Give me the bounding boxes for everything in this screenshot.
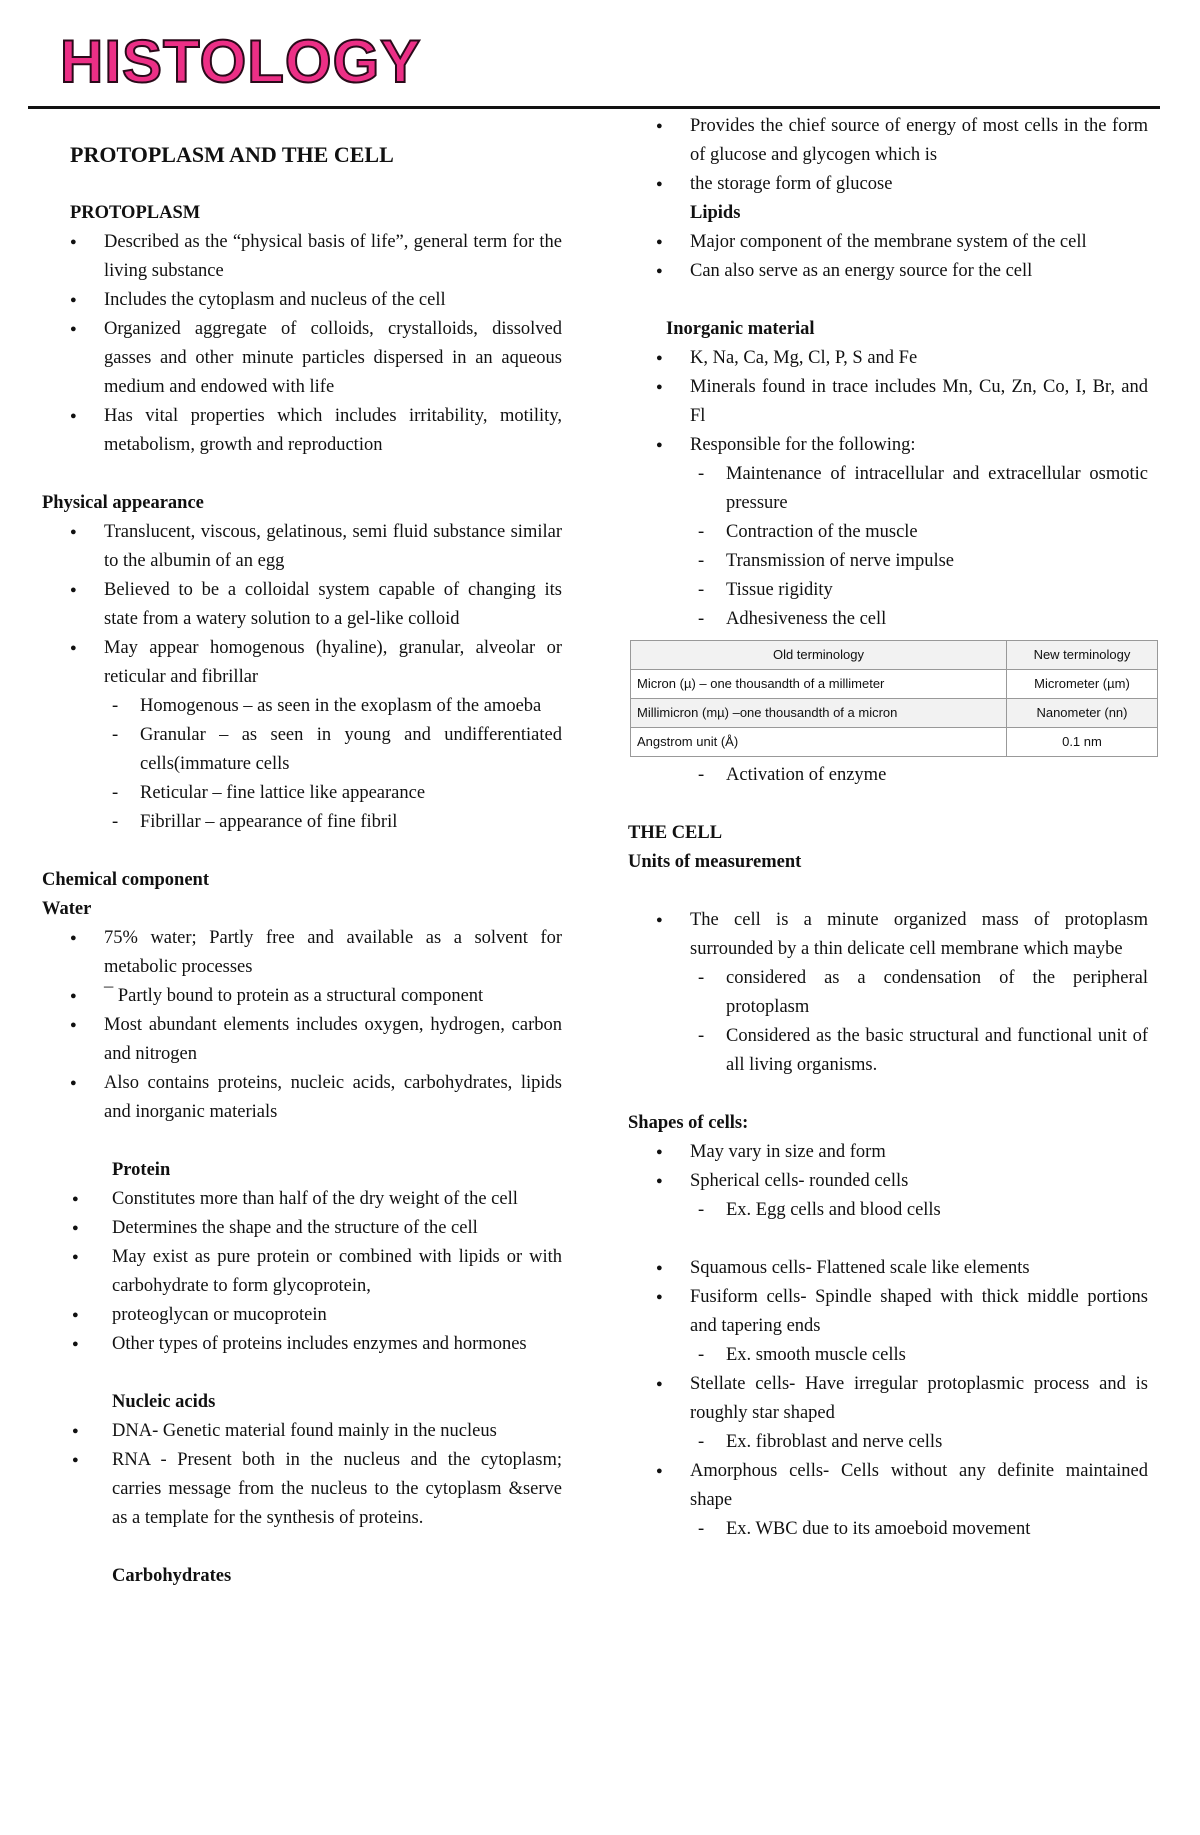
right-column — [628, 112, 1148, 1544]
water-list — [42, 924, 562, 1127]
list-item: ● Translucent, viscous, gelatinous, semi fluid substance similar to the albumin of an egg — [42, 518, 562, 576]
list-item: ● May exist as pure protein or combined with lipids or with carbohydrate to form glycoprotein, — [42, 1243, 562, 1301]
sub-list-item: - Ex. smooth muscle cells — [628, 1341, 1148, 1370]
list-item: ● Believed to be a colloidal system capable of changing its state from a watery solution to a gel-like colloid — [42, 576, 562, 634]
list-item: ● Most abundant elements includes oxygen, hydrogen, carbon and nitrogen — [42, 1011, 562, 1069]
table-row — [631, 699, 1158, 728]
list-item: ● Described as the “physical basis of life”, general term for the living substance — [42, 228, 562, 286]
amorphous-sublist — [628, 1515, 1148, 1544]
list-item: ● Stellate cells- Have irregular protoplasmic process and is roughly star shaped — [628, 1370, 1148, 1428]
list-item: ● ¯ Partly bound to protein as a structural component — [42, 982, 562, 1011]
terminology-table — [630, 640, 1158, 757]
the-cell-heading: THE CELL — [628, 823, 723, 843]
table-header-row — [631, 641, 1158, 670]
list-item: ● Organized aggregate of colloids, crystalloids, dissolved gasses and other minute particles dispersed in an aqueous medium and endowed with life — [42, 315, 562, 402]
table-cell: Micrometer (µm) — [1006, 670, 1157, 699]
header-divider — [28, 106, 1160, 109]
table-cell: Nanometer (nn) — [1006, 699, 1157, 728]
list-item: ● Major component of the membrane system of the cell — [628, 228, 1148, 257]
table-cell: Millimicron (mµ) –one thousandth of a micron — [631, 699, 1007, 728]
lipids-heading: Lipids — [690, 203, 741, 223]
sub-list-item: - Fibrillar – appearance of fine fibril — [42, 808, 562, 837]
list-item: ● Can also serve as an energy source for the cell — [628, 257, 1148, 286]
brand-logo-text: HISTOLOGY — [60, 28, 422, 95]
sub-list-item: - Homogenous – as seen in the exoplasm of the amoeba — [42, 692, 562, 721]
stellate-sublist — [628, 1428, 1148, 1457]
shapes-heading: Shapes of cells: — [628, 1113, 749, 1133]
left-column — [42, 112, 562, 1591]
sub-list-item: - Ex. WBC due to its amoeboid movement — [628, 1515, 1148, 1544]
units-heading: Units of measurement — [628, 852, 802, 872]
spherical-sublist — [628, 1196, 1148, 1225]
enzyme-sublist — [628, 761, 1148, 790]
protein-heading: Protein — [112, 1160, 171, 1180]
table-cell: Micron (µ) – one thousandth of a millimeter — [631, 670, 1007, 699]
cell-list — [628, 906, 1148, 964]
protein-list — [42, 1185, 562, 1359]
list-item: ● Amorphous cells- Cells without any definite maintained shape — [628, 1457, 1148, 1515]
list-item: ● Also contains proteins, nucleic acids, carbohydrates, lipids and inorganic materials — [42, 1069, 562, 1127]
list-item: ● Includes the cytoplasm and nucleus of the cell — [42, 286, 562, 315]
list-item: ● Responsible for the following: — [628, 431, 1148, 460]
protoplasm-list — [42, 228, 562, 460]
sub-list-item: - Maintenance of intracellular and extracellular osmotic pressure — [628, 460, 1148, 518]
list-item: ● Other types of proteins includes enzymes and hormones — [42, 1330, 562, 1359]
carbohydrates-heading: Carbohydrates — [112, 1566, 232, 1586]
table-cell: 0.1 nm — [1006, 728, 1157, 757]
fusiform-sublist — [628, 1341, 1148, 1370]
list-item: ● Has vital properties which includes irritability, motility, metabolism, growth and reproduction — [42, 402, 562, 460]
physical-sublist — [42, 692, 562, 837]
chemical-component-heading: Chemical component — [42, 870, 209, 890]
physical-list — [42, 518, 562, 692]
shapes-list — [628, 1138, 1148, 1196]
list-item: ● RNA - Present both in the nucleus and the cytoplasm; carries message from the nucleus to the cytoplasm &serve as a template for the synthesis of proteins. — [42, 1446, 562, 1533]
cell-sublist — [628, 964, 1148, 1080]
list-item: ● May vary in size and form — [628, 1138, 1148, 1167]
list-item: ● Minerals found in trace includes Mn, Cu, Zn, Co, I, Br, and Fl — [628, 373, 1148, 431]
sub-list-item: - Activation of enzyme — [628, 761, 1148, 790]
carbohydrates-list — [628, 112, 1148, 199]
nucleic-acids-heading: Nucleic acids — [112, 1392, 216, 1412]
sub-list-item: - Tissue rigidity — [628, 576, 1148, 605]
physical-appearance-heading: Physical appearance — [42, 493, 204, 513]
inorganic-sublist — [628, 460, 1148, 634]
list-item: ● Fusiform cells- Spindle shaped with thick middle portions and tapering ends — [628, 1283, 1148, 1341]
list-item: ● the storage form of glucose — [628, 170, 1148, 199]
sub-list-item: - Considered as the basic structural and functional unit of all living organisms. — [628, 1022, 1148, 1080]
sub-list-item: - Granular – as seen in young and undifferentiated cells(immature cells — [42, 721, 562, 779]
sub-list-item: - Adhesiveness the cell — [628, 605, 1148, 634]
inorganic-heading: Inorganic material — [666, 319, 815, 339]
list-item: ● DNA- Genetic material found mainly in the nucleus — [42, 1417, 562, 1446]
amorphous-list — [628, 1457, 1148, 1515]
nucleic-list — [42, 1417, 562, 1533]
main-title: PROTOPLASM AND THE CELL — [70, 142, 394, 167]
list-item: ● Determines the shape and the structure of the cell — [42, 1214, 562, 1243]
list-item: ● Provides the chief source of energy of most cells in the form of glucose and glycogen which is — [628, 112, 1148, 170]
inorganic-list — [628, 344, 1148, 460]
sub-list-item: - Ex. fibroblast and nerve cells — [628, 1428, 1148, 1457]
list-item: ● The cell is a minute organized mass of protoplasm surrounded by a thin delicate cell membrane which maybe — [628, 906, 1148, 964]
stellate-list — [628, 1370, 1148, 1428]
table-row — [631, 670, 1158, 699]
list-item: ● 75% water; Partly free and available as a solvent for metabolic processes — [42, 924, 562, 982]
sub-list-item: - considered as a condensation of the peripheral protoplasm — [628, 964, 1148, 1022]
lipids-list — [628, 228, 1148, 286]
list-item: ● Constitutes more than half of the dry weight of the cell — [42, 1185, 562, 1214]
protoplasm-heading: PROTOPLASM — [70, 203, 201, 223]
list-item: ● May appear homogenous (hyaline), granular, alveolar or reticular and fibrillar — [42, 634, 562, 692]
table-cell: Angstrom unit (Å) — [631, 728, 1007, 757]
list-item: ● Squamous cells- Flattened scale like elements — [628, 1254, 1148, 1283]
sub-list-item: - Contraction of the muscle — [628, 518, 1148, 547]
list-item: ● proteoglycan or mucoprotein — [42, 1301, 562, 1330]
table-row — [631, 728, 1158, 757]
shapes-list-2 — [628, 1254, 1148, 1341]
sub-list-item: - Reticular – fine lattice like appearance — [42, 779, 562, 808]
table-header: Old terminology — [631, 641, 1007, 670]
water-heading: Water — [42, 899, 92, 919]
sub-list-item: - Ex. Egg cells and blood cells — [628, 1196, 1148, 1225]
list-item: ● K, Na, Ca, Mg, Cl, P, S and Fe — [628, 344, 1148, 373]
sub-list-item: - Transmission of nerve impulse — [628, 547, 1148, 576]
table-header: New terminology — [1006, 641, 1157, 670]
list-item: ● Spherical cells- rounded cells — [628, 1167, 1148, 1196]
